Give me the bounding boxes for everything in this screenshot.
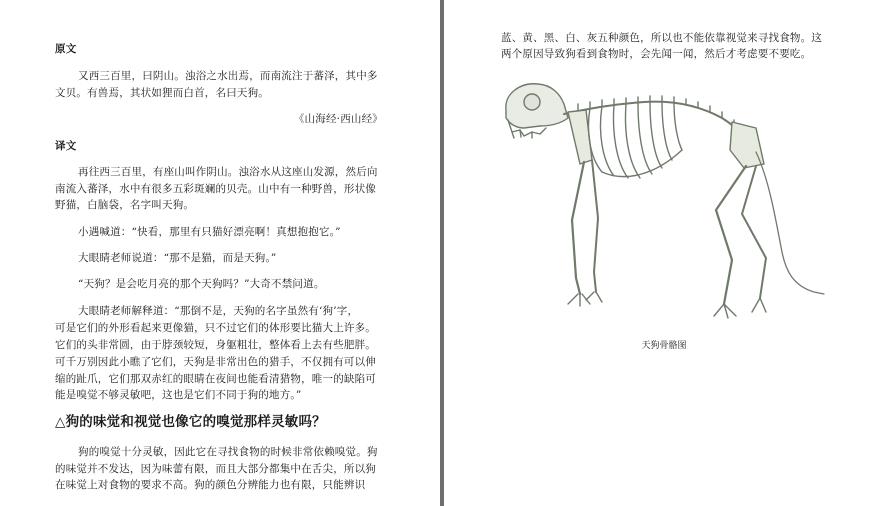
continuation-line: 两个原因导致狗看到食物时，会先闻一闻，然后才考虑要不要吃。 — [501, 48, 812, 60]
section-question: △狗的味觉和视觉也像它的嗅觉那样灵敏吗？ — [55, 414, 326, 430]
translation-line: 野猫，白脑袋，名字叫天狗。 — [55, 199, 195, 211]
dialog-line: 小遇喊道：“快看，那里有只猫好漂亮啊！真想抱抱它。” — [78, 226, 341, 238]
original-text-line: 又西三百里，曰阴山。浊浴之水出焉，而南流注于蕃泽，其中多 — [78, 70, 378, 82]
explain-line: 大眼睛老师解释道：“那倒不是，天狗的名字虽然有‘狗’字， — [78, 305, 359, 317]
heading-original: 原文 — [55, 43, 77, 55]
skeleton-illustration — [494, 72, 834, 328]
explain-line: 缩的趾爪，它们那双赤红的眼睛在夜间也能看清猎物，唯一的缺陷可 — [55, 373, 376, 385]
translation-line: 南流入蕃泽，水中有很多五彩斑斓的贝壳。山中有一种野兽，形状像 — [55, 183, 376, 195]
dialog-line: “天狗？是会吃月亮的那个天狗吗？”大奇不禁问道。 — [78, 278, 325, 290]
left-page — [0, 0, 440, 506]
answer-line: 狗的嗅觉十分灵敏，因此它在寻找食物的时候非常依赖嗅觉。狗 — [78, 446, 378, 458]
explain-line: 可千万别因此小瞧了它们，天狗是非常出色的猎手，不仅拥有可以伸 — [55, 356, 376, 368]
continuation-line: 蓝、黄、黑、白、灰五种颜色，所以也不能依靠视觉来寻找食物。这 — [501, 32, 822, 44]
translation-line: 再往西三百里，有座山叫作阴山。浊浴水从这座山发源，然后向 — [78, 166, 378, 178]
explain-line: 它们的头非常圆，由于脖颈较短，身躯粗壮，整体看上去有些肥胖。 — [55, 339, 376, 351]
dialog-line: 大眼睛老师说道：“那不是猫，而是天狗。” — [78, 252, 277, 264]
original-text-line: 文贝。有兽焉，其状如狸而白首，名曰天狗。 — [55, 87, 269, 99]
explain-line: 能是嗅觉不够灵敏吧，这也是它们不同于狗的地方。” — [55, 389, 302, 401]
explain-line: 可是它们的外形看起来更像猫，只不过它们的体形要比猫大上许多。 — [55, 322, 376, 334]
answer-line: 的味觉并不发达，因为味蕾有限，而且大部分都集中在舌尖，所以狗 — [55, 463, 376, 475]
figure-caption: 天狗骨骼图 — [641, 341, 687, 351]
right-page — [444, 0, 884, 506]
answer-line: 在味觉上对食物的要求不高。狗的颜色分辨能力也有限，只能辨识 — [55, 479, 366, 491]
heading-translation: 译文 — [55, 140, 77, 152]
source-citation: 《山海经·西山经》 — [293, 113, 383, 125]
